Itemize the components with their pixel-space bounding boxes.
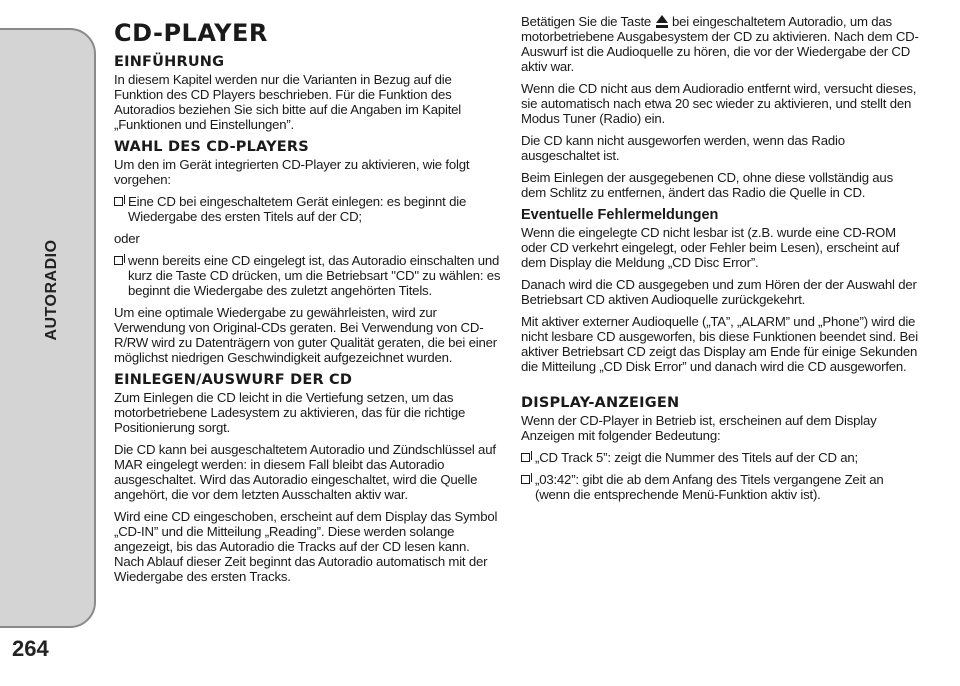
intro-text: In diesem Kapitel werden nur die Varianten in Bezug auf die Funktion des CD Players beschrieben. Für die Funktion des Autoradios beziehen Sie sich bitte auf die Angaben im Kapitel „Funktionen und Einstellungen”. — [114, 72, 462, 132]
list-item — [521, 450, 921, 465]
display-heading: DISPLAY-ANZEIGEN — [521, 395, 680, 411]
right-paragraph-2: Wenn die CD nicht aus dem Audioradio entfernt wird, versucht dieses, sie automatisch nach etwa 20 sec wieder zu aktivieren, und stellt den Modus Tuner (Radio) ein. — [521, 81, 917, 126]
list-item-text: wenn bereits eine CD eingelegt ist, das Autoradio einschalten und kurz die Taste CD drücken, um die Betriebsart "CD" zu wählen: es beginnt die Wiedergabe des zuletzt angehörten Titels. — [128, 253, 501, 298]
select-text: Um den im Gerät integrierten CD-Player zu aktivieren, wie folgt vorgehen: — [114, 157, 470, 187]
eject-paragraph — [521, 14, 921, 74]
eject-text-after: bei eingeschaltetem Autoradio, um das motorbetriebene Ausgabesystem der CD zu aktivieren. Nach dem CD-Auswurf ist die Audioquelle zu hören, die vor der Wiedergabe der CD aktiv war. — [521, 14, 919, 74]
page-number: 264 — [12, 636, 49, 661]
errors-paragraph-2: Danach wird die CD ausgegeben und zum Hören der der Auswahl der Betriebsart CD aktiven Audioquelle zurückgekehrt. — [521, 277, 917, 307]
checkbox-bullet-icon — [114, 197, 123, 206]
right-paragraph-4: Beim Einlegen der ausgegebenen CD, ohne diese vollständig aus dem Schlitz zu entfernen, ändert das Radio die Quelle in CD. — [521, 170, 893, 200]
page-title: CD-PLAYER — [114, 19, 268, 47]
intro-heading: EINFÜHRUNG — [114, 54, 225, 70]
list-item — [114, 253, 502, 298]
insert-heading: EINLEGEN/AUSWURF DER CD — [114, 372, 353, 388]
checkbox-bullet-icon — [521, 453, 530, 462]
list-item-text: Eine CD bei eingeschaltetem Gerät einlegen: es beginnt die Wiedergabe des ersten Titels auf der CD; — [128, 194, 467, 224]
list-item-text: „CD Track 5”: zeigt die Nummer des Titels auf der CD an; — [535, 450, 858, 465]
select-note: Um eine optimale Wiedergabe zu gewährleisten, wird zur Verwendung von Original-CDs geraten. Bei Verwendung von CD-R/RW wird zu Datenträgern von guter Qualität geraten, die bei einer möglichst niedrigen Geschwindigkeit aufgezeichnet wurden. — [114, 305, 497, 365]
insert-paragraph-2: Die CD kann bei ausgeschaltetem Autoradio und Zündschlüssel auf MAR eingelegt werden: in diesem Fall bleibt das Autoradio ausgeschaltet. Wird das Autoradio eingeschaltet, wird die Quelle angehört, die vor dem letzten Ausschalten aktiv war. — [114, 442, 496, 502]
errors-paragraph-3: Mit aktiver externer Audioquelle („TA”, „ALARM” und „Phone”) wird die nicht lesbare CD ausgeworfen, bis diese Funktionen beendet sind. Bei aktiver Betriebsart CD zeigt das Display am Ende für einige Sekunden die Mitteilung „CD Disk Error” und danach wird die CD ausgeworfen. — [521, 314, 918, 374]
errors-paragraph-1: Wenn die eingelegte CD nicht lesbar ist (z.B. wurde eine CD-ROM oder CD verkehrt eingelegt, oder Fehler beim Lesen), erscheint auf dem Display die Meldung „CD Disc Error”. — [521, 225, 900, 270]
left-column — [114, 14, 502, 591]
section-label: AUTORADIO — [43, 239, 60, 341]
checkbox-bullet-icon — [521, 475, 530, 484]
insert-paragraph-3: Wird eine CD eingeschoben, erscheint auf dem Display das Symbol „CD-IN” und die Mitteilung „Reading”. Diese werden solange angezeigt, bis das Autoradio die Tracks auf der CD lesen kann. Nach Ablauf dieser Zeit beginnt das Autoradio automatisch mit der Wiedergabe des ersten Tracks. — [114, 509, 498, 584]
select-heading: WAHL DES CD-PLAYERS — [114, 139, 309, 155]
right-column — [521, 14, 921, 509]
insert-paragraph-1: Zum Einlegen die CD leicht in die Vertiefung setzen, um das motorbetriebene Ladesystem zu aktivieren, das für die richtige Positionierung sorgt. — [114, 390, 466, 435]
list-item-text: „03:42”: gibt die ab dem Anfang des Titels vergangene Zeit an (wenn die entsprechende Menü-Funktion aktiv ist). — [535, 472, 884, 502]
list-item — [521, 472, 921, 502]
display-paragraph: Wenn der CD-Player in Betrieb ist, erscheinen auf dem Display Anzeigen mit folgender Bedeutung: — [521, 413, 877, 443]
list-item — [114, 194, 502, 224]
sidebar — [0, 0, 98, 686]
eject-text-before: Betätigen Sie die Taste — [521, 14, 652, 29]
right-paragraph-3: Die CD kann nicht ausgeworfen werden, wenn das Radio ausgeschaltet ist. — [521, 133, 845, 163]
errors-heading: Eventuelle Fehlermeldungen — [521, 207, 719, 223]
oder-text: oder — [114, 231, 140, 246]
eject-icon — [656, 15, 668, 28]
checkbox-bullet-icon — [114, 256, 123, 265]
